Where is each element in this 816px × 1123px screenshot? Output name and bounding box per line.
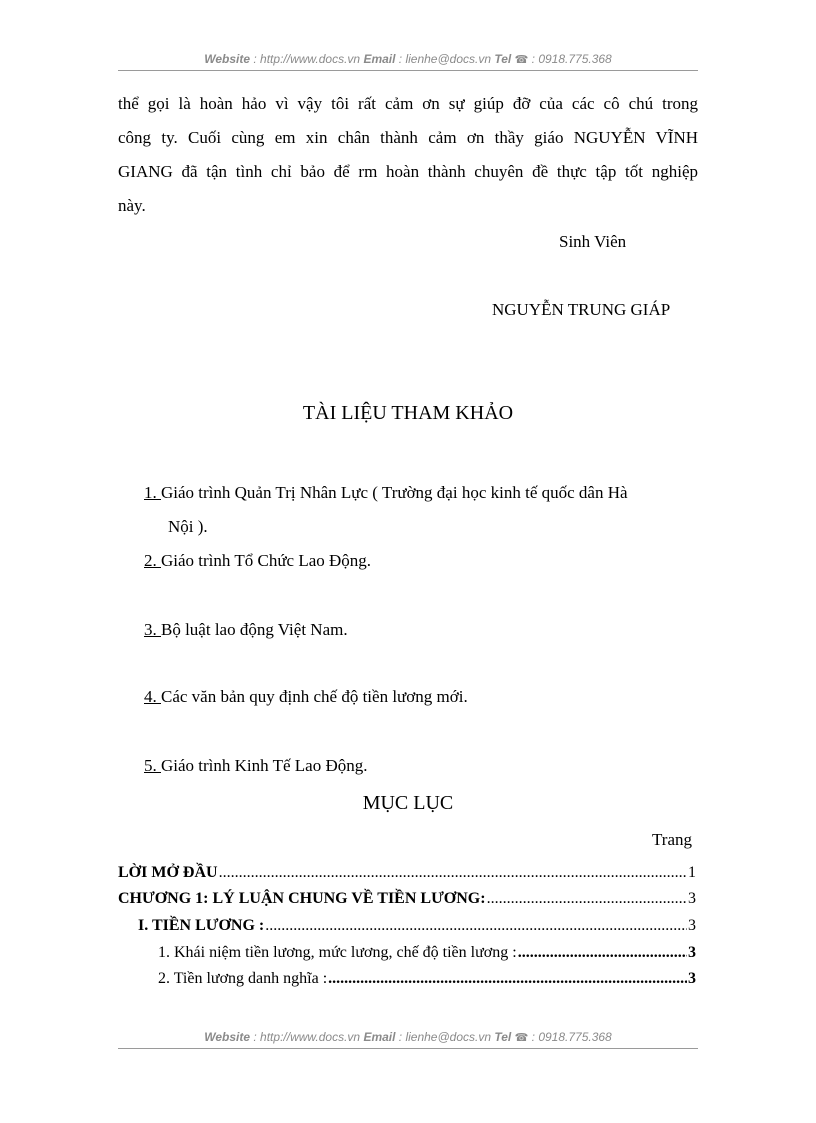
reference-number: 1. xyxy=(144,483,161,502)
header-tel-value: : 0918.775.368 xyxy=(528,52,612,66)
footer-website-label: Website xyxy=(204,1030,251,1044)
reference-item xyxy=(144,483,628,503)
toc-page-header: Trang xyxy=(652,830,692,849)
toc-entry-label: LỜI MỞ ĐẦU xyxy=(118,864,218,881)
header-email-value[interactable]: : lienhe@docs.vn xyxy=(395,52,495,66)
toc-entry[interactable] xyxy=(158,970,696,992)
toc-entry-page: 1 xyxy=(688,864,696,881)
toc-leader xyxy=(518,944,687,962)
reference-item xyxy=(144,756,367,776)
toc-entry-label: I. TIỀN LƯƠNG : xyxy=(138,917,265,934)
footer-website-value[interactable]: : http://www.docs.vn xyxy=(250,1030,364,1044)
reference-text: Các văn bản quy định chế độ tiền lương mới. xyxy=(161,687,468,706)
toc-entry[interactable] xyxy=(138,917,696,939)
toc-entry-label: 1. Khái niệm tiền lương, mức lương, chế độ tiền lương : xyxy=(158,944,517,961)
footer-rule xyxy=(118,1048,698,1049)
footer-email-value[interactable]: : lienhe@docs.vn xyxy=(395,1030,495,1044)
footer-tel-value: : 0918.775.368 xyxy=(528,1030,612,1044)
toc-leader xyxy=(219,864,687,882)
references-title: TÀI LIỆU THAM KHẢO xyxy=(302,402,514,424)
phone-icon: ☎ xyxy=(514,54,529,66)
reference-item xyxy=(144,620,348,640)
toc-entry[interactable] xyxy=(158,944,696,966)
reference-item-continuation: Nội ). xyxy=(168,517,208,536)
signature-name: NGUYỄN TRUNG GIÁP xyxy=(492,300,671,319)
toc-leader xyxy=(328,970,687,988)
page-header xyxy=(118,52,698,66)
reference-number: 4. xyxy=(144,687,161,706)
toc-entry-label: CHƯƠNG 1: LÝ LUẬN CHUNG VỀ TIỀN LƯƠNG: xyxy=(118,890,486,907)
page-footer xyxy=(118,1030,698,1044)
toc-entry-label: 2. Tiền lương danh nghĩa : xyxy=(158,970,328,987)
reference-number: 3. xyxy=(144,620,161,639)
header-tel-label: Tel xyxy=(494,52,512,66)
reference-text: Giáo trình Quản Trị Nhân Lực ( Trường đại học kinh tế quốc dân Hà xyxy=(161,483,628,502)
reference-item xyxy=(144,551,371,571)
footer-email-label: Email xyxy=(363,1030,396,1044)
reference-number: 2. xyxy=(144,551,161,570)
toc-leader xyxy=(487,890,687,908)
reference-text: Giáo trình Kinh Tế Lao Động. xyxy=(161,756,368,775)
header-website-label: Website xyxy=(204,52,251,66)
reference-number: 5. xyxy=(144,756,161,775)
toc-title: MỤC LỤC xyxy=(362,792,454,814)
toc-entry-page: 3 xyxy=(688,890,696,907)
closing-paragraph xyxy=(118,87,698,223)
reference-text: Giáo trình Tổ Chức Lao Động. xyxy=(161,551,372,570)
toc-entry-page: 3 xyxy=(688,970,696,987)
reference-text: Bộ luật lao động Việt Nam. xyxy=(161,620,348,639)
toc-leader xyxy=(265,917,687,935)
header-rule xyxy=(118,70,698,71)
header-website-value[interactable]: : http://www.docs.vn xyxy=(250,52,364,66)
header-email-label: Email xyxy=(363,52,396,66)
paragraph-line: GIANG đã tận tình chỉ bảo để rm hoàn thành chuyên đề thực tập tốt nghiệp xyxy=(118,162,698,181)
toc-entry[interactable] xyxy=(118,890,696,912)
paragraph-line: công ty. Cuối cùng em xin chân thành cảm ơn thầy giáo NGUYỄN VĨNH xyxy=(118,128,698,147)
toc-entry-page: 3 xyxy=(688,944,696,961)
toc-entry[interactable] xyxy=(118,864,696,886)
footer-tel-label: Tel xyxy=(494,1030,512,1044)
paragraph-line: thể gọi là hoàn hảo vì vậy tôi rất cảm ơn sự giúp đỡ của các cô chú trong xyxy=(118,94,698,113)
paragraph-line: này. xyxy=(118,196,146,215)
toc-entry-page: 3 xyxy=(688,917,696,934)
signature-role: Sinh Viên xyxy=(559,232,627,251)
phone-icon: ☎ xyxy=(514,1032,529,1044)
reference-item xyxy=(144,687,468,707)
